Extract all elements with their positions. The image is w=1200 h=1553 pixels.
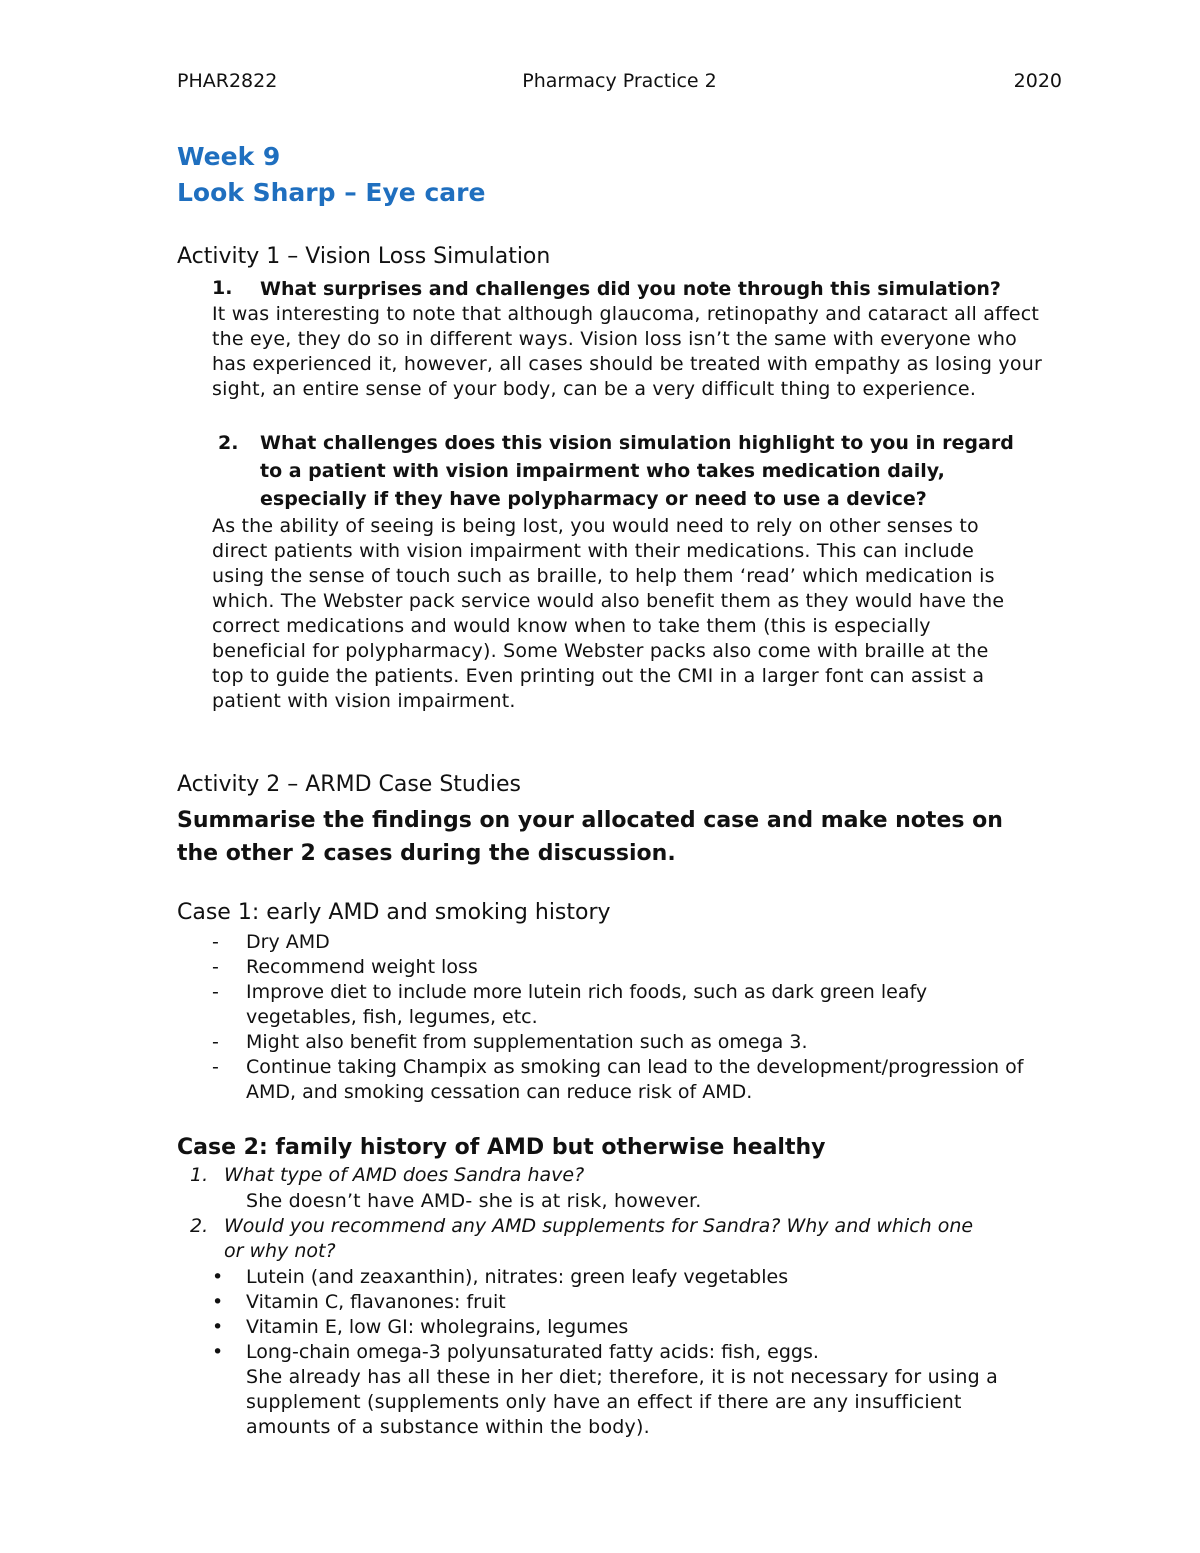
case2-bullets: [212, 1265, 1042, 1365]
case1-heading: Case 1: early AMD and smoking history: [177, 900, 611, 925]
list-item: - Recommend weight loss: [212, 956, 478, 978]
list-item: • Vitamin E, low GI: wholegrains, legumes: [212, 1316, 629, 1338]
case2-q1-answer: She doesn’t have AMD- she is at risk, however.: [246, 1190, 702, 1212]
list-item: • Lutein (and zeaxanthin), nitrates: green leafy vegetables: [212, 1266, 789, 1288]
list-item: • Vitamin C, flavanones: fruit: [212, 1291, 506, 1313]
activity1-q2-number: 2.: [218, 432, 239, 454]
list-item: - Continue taking Champix as smoking can lead to the development/progression of AMD, and smoking cessation can reduce risk of AMD.: [212, 1056, 1024, 1103]
activity1-q1-text: What surprises and challenges did you note through this simulation?: [260, 278, 1001, 300]
case2-heading: Case 2: family history of AMD but otherwise healthy: [177, 1135, 826, 1160]
list-item: - Dry AMD: [212, 931, 330, 953]
activity2-heading: Activity 2 – ARMD Case Studies: [177, 772, 521, 797]
header-year: 2020: [1013, 70, 1062, 92]
activity1-q1-number: 1.: [212, 277, 233, 299]
activity1-q2-answer: As the ability of seeing is being lost, you would need to rely on other senses to direct patients with vision impairment with their medications. This can include using the sense of touch such as braille, to help them ‘read’ which medication is which. The Webster pack service would also benefit them as they would have the correct medications and would know when to take them (this is especially beneficial for polypharmacy). Some Webster packs also come with braille at the top to guide the patients. Even printing out the CMI in a larger font can assist a patient with vision impairment.: [212, 515, 1005, 712]
case2-questions-a: [190, 1163, 1040, 1188]
case2-questions-b: [190, 1214, 990, 1264]
activity2-instruction: Summarise the findings on your allocated case and make notes on the other 2 cases during the discussion.: [177, 808, 1003, 866]
week-title: Week 9: [177, 142, 281, 171]
topic-title: Look Sharp – Eye care: [177, 178, 486, 207]
activity1-heading: Activity 1 – Vision Loss Simulation: [177, 244, 551, 269]
case2-conclusion: She already has all these in her diet; therefore, it is not necessary for using a supplement (supplements only have an effect if there are any insufficient amounts of a substance within the body).: [246, 1366, 999, 1438]
list-item: 1. What type of AMD does Sandra have?: [190, 1164, 585, 1186]
course-code: PHAR2822: [177, 70, 278, 92]
page-header: [177, 70, 1062, 100]
list-item: 2. Would you recommend any AMD supplements for Sandra? Why and which one or why not?: [190, 1215, 974, 1262]
list-item: • Long-chain omega-3 polyunsaturated fatty acids: fish, eggs.: [212, 1341, 819, 1363]
list-item: - Improve diet to include more lutein rich foods, such as dark green leafy vegetables, fish, legumes, etc.: [212, 981, 928, 1028]
case1-list: [212, 930, 1042, 1105]
list-item: - Might also benefit from supplementation such as omega 3.: [212, 1031, 808, 1053]
activity1-q1-answer: It was interesting to note that although glaucoma, retinopathy and cataract all affect the eye, they do so in different ways. Vision loss isn’t the same with everyone who has experienced it, however, all cases should be treated with empathy as losing your sight, an entire sense of your body, can be a very difficult thing to experience.: [212, 303, 1042, 400]
course-title: Pharmacy Practice 2: [522, 70, 717, 92]
activity1-q2-text: What challenges does this vision simulation highlight to you in regard to a patient with vision impairment who takes medication daily, especially if they have polypharmacy or need to use a device?: [260, 432, 1014, 510]
